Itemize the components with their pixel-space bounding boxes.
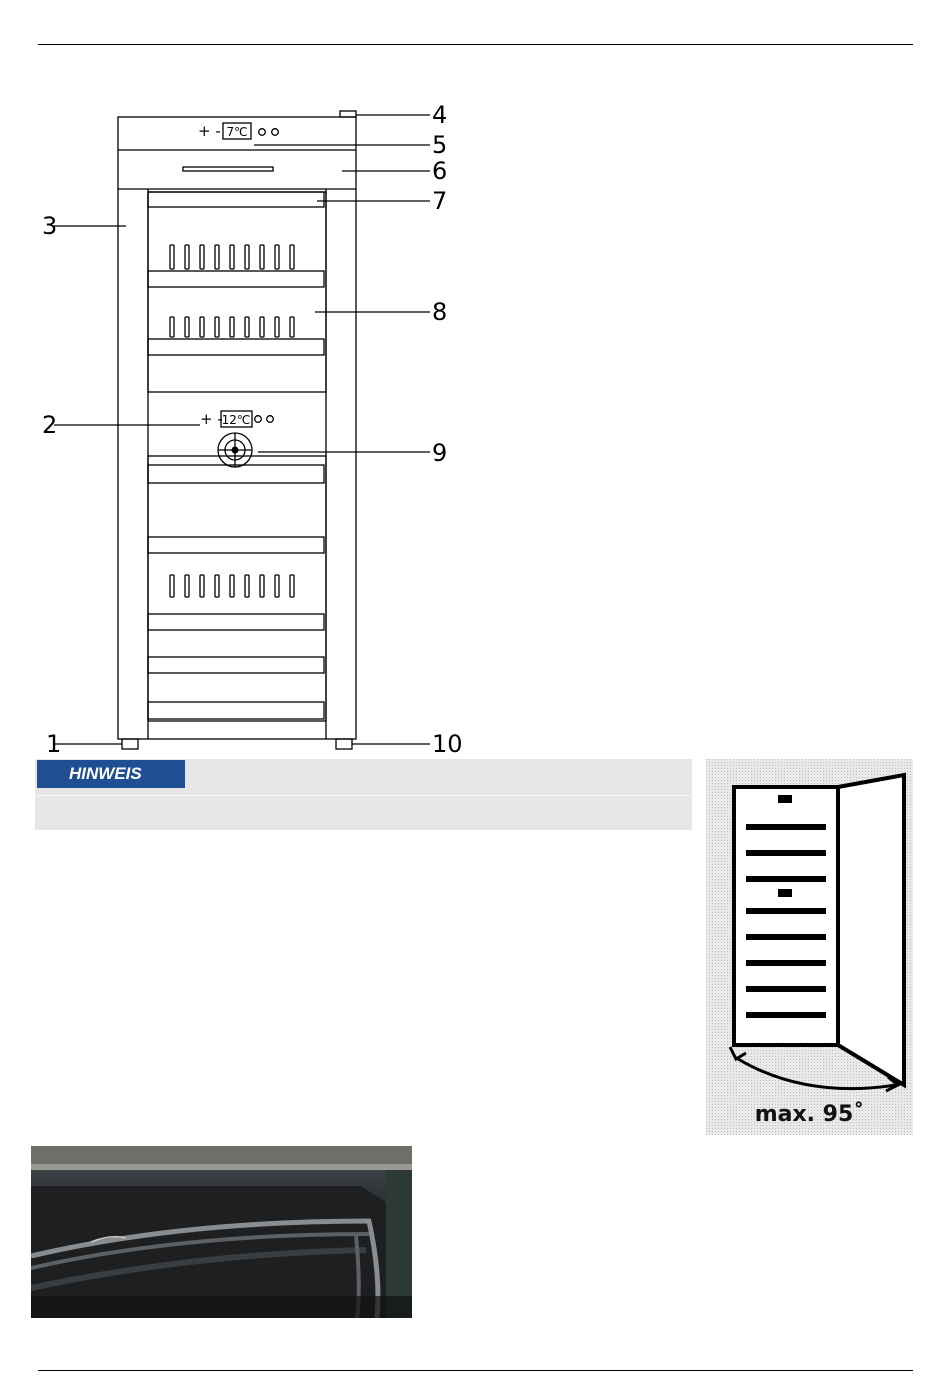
callout-7: 7 [432,187,448,215]
door-seal-photo [31,1146,412,1318]
callout-6: 6 [432,157,448,185]
header-rule [38,44,913,45]
lower-temperature-display: 12℃ [221,413,251,427]
door-angle-caption: max. 95˚ [754,1102,865,1127]
callout-8: 8 [432,298,448,326]
callout-2: 2 [42,411,58,439]
upper-temperature-display: 7℃ [226,125,248,139]
callout-4: 4 [432,101,448,129]
notice-divider [35,795,692,796]
callout-10: 10 [432,730,463,758]
callout-1: 1 [46,730,62,758]
upper-panel-controls: + - [198,122,221,140]
footer-rule [38,1370,913,1371]
callout-3: 3 [42,212,58,240]
appliance-diagram [30,95,470,760]
notice-label: HINWEIS [37,760,185,788]
callout-5: 5 [432,131,448,159]
notice-box [35,759,692,830]
callout-9: 9 [432,439,448,467]
door-angle-figure [706,759,913,1135]
lower-panel-controls: + - [200,410,223,428]
